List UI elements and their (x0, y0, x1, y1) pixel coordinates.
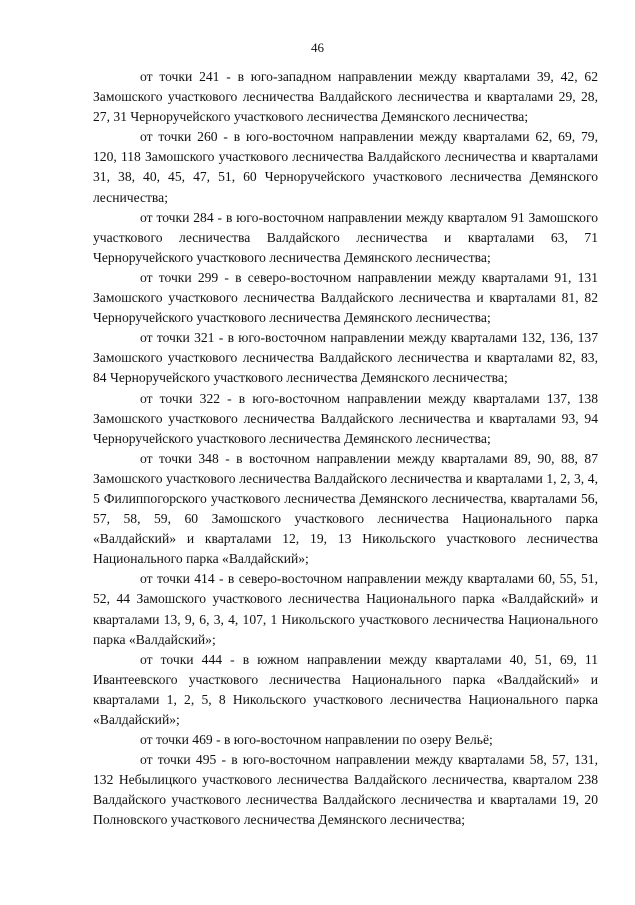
paragraph-point-284: от точки 284 - в юго-восточном направлении между кварталом 91 Замошского участкового лесничества Валдайского лесничества и кварталами 63, 71 Черноручейского участкового лесничества Демянского лесничества; (93, 209, 598, 265)
paragraph-point-321: от точки 321 - в юго-восточном направлении между кварталами 132, 136, 137 Замошского участкового лесничества Валдайского лесничества и кварталами 82, 83, 84 Черноручейского участкового лесничества Демянского лесничества; (93, 330, 598, 386)
paragraph-point-322: от точки 322 - в юго-восточном направлении между кварталами 137, 138 Замошского участкового лесничества Валдайского лесничества и кварталами 93, 94 Черноручейского участкового лесничества Демянского лесничества; (93, 390, 598, 446)
paragraph-point-495: от точки 495 - в юго-восточном направлении между кварталами 58, 57, 131, 132 Небылицкого участкового лесничества Валдайского лесничества, кварталом 238 Валдайского участкового лесничества Валдайского лесничества и кварталами 19, 20 Полновского участкового лесничества Демянского лесничества; (93, 752, 598, 828)
document-body (93, 67, 598, 831)
paragraph-point-414: от точки 414 - в северо-восточном направлении между кварталами 60, 55, 51, 52, 44 Замошского участкового лесничества Национального парка «Валдайский» и кварталами 13, 9, 6, 3, 4, 107, 1 Никольского участкового лесничества Национального парка «Валдайский»; (93, 571, 598, 647)
paragraph-point-444: от точки 444 - в южном направлении между кварталами 40, 51, 69, 11 Ивантеевского участкового лесничества Национального парка «Валдайский» и кварталами 1, 2, 5, 8 Никольского участкового лесничества Национального парка «Валдайский»; (93, 651, 598, 727)
page-number: 46 (311, 40, 324, 55)
paragraph-point-241: от точки 241 - в юго-западном направлении между кварталами 39, 42, 62 Замошского участкового лесничества Валдайского лесничества и кварталами 29, 28, 27, 31 Черноручейского участкового лесничества Демянского лесничества; (93, 69, 598, 125)
paragraph-point-469: от точки 469 - в юго-восточном направлении по озеру Вельё; (140, 732, 493, 748)
paragraph-point-260: от точки 260 - в юго-восточном направлении между кварталами 62, 69, 79, 120, 118 Замошского участкового лесничества Валдайского лесничества и кварталами 31, 38, 40, 45, 47, 51, 60 Черноручейского участкового лесничества Демянского лесничества; (93, 129, 598, 205)
paragraph-point-348: от точки 348 - в восточном направлении между кварталами 89, 90, 88, 87 Замошского участкового лесничества Валдайского лесничества и кварталами 1, 2, 3, 4, 5 Филиппогорского участкового лесничества Демянского лесничества, кварталами 56, 57, 58, 59, 60 Замошского участкового лесничества Национального парка «Валдайский» и кварталами 12, 19, 13 Никольского участкового лесничества Национального парка «Валдайский»; (93, 450, 598, 567)
paragraph-point-299: от точки 299 - в северо-восточном направлении между кварталами 91, 131 Замошского участкового лесничества Валдайского лесничества и кварталами 81, 82 Черноручейского участкового лесничества Демянского лесничества; (93, 269, 598, 326)
